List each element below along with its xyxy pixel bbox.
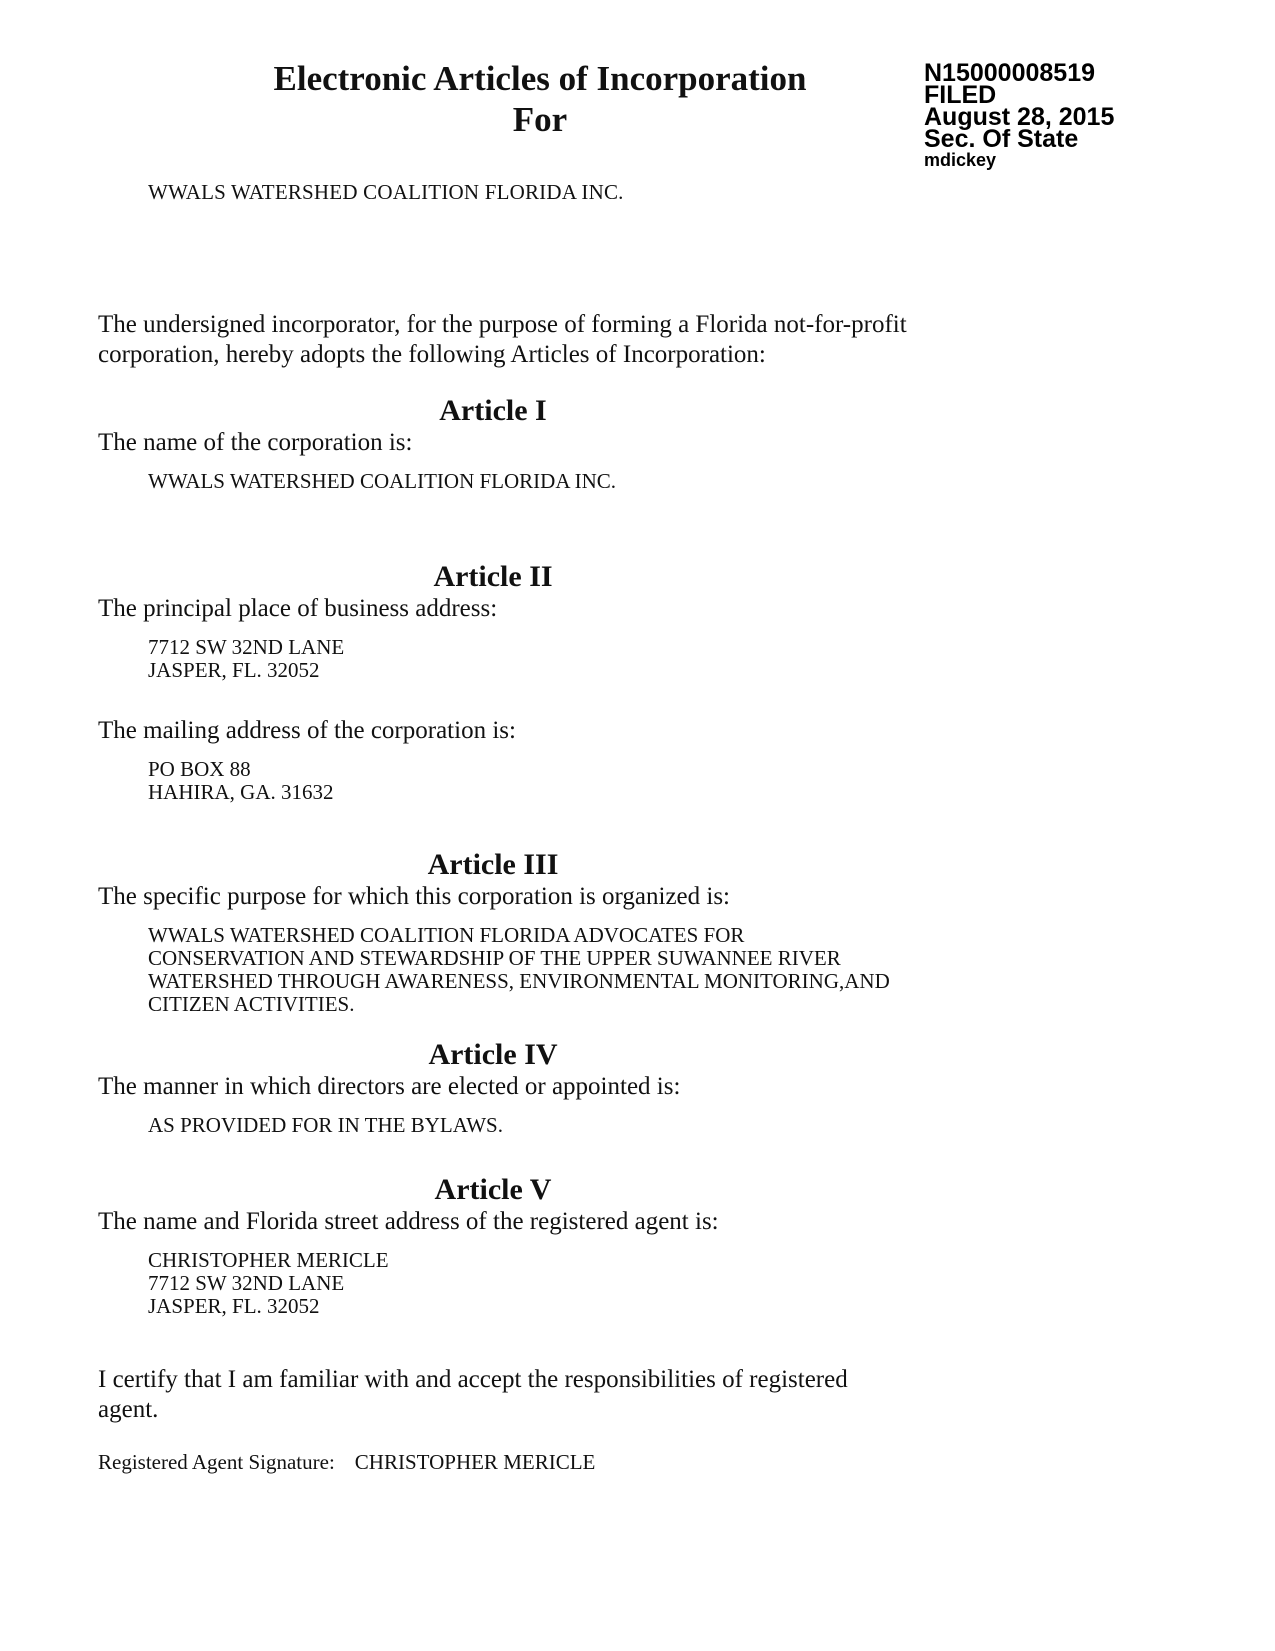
article-1-value: WWALS WATERSHED COALITION FLORIDA INC. bbox=[148, 469, 617, 493]
article-4 bbox=[98, 1038, 1198, 1137]
filed-status: FILED bbox=[924, 81, 997, 109]
filing-stamp bbox=[924, 59, 1115, 170]
purpose-line-3: WATERSHED THROUGH AWARENESS, ENVIRONMENTAL MONITORING,AND bbox=[148, 969, 890, 993]
agent-name: CHRISTOPHER MERICLE bbox=[148, 1248, 389, 1272]
purpose-line-4: CITIZEN ACTIVITIES. bbox=[148, 992, 355, 1016]
article-5-label: The name and Florida street address of the registered agent is: bbox=[98, 1208, 719, 1235]
article-3-heading: Article III bbox=[427, 848, 559, 881]
agent-address-line-1: 7712 SW 32ND LANE bbox=[148, 1271, 345, 1295]
corporation-name-header: WWALS WATERSHED COALITION FLORIDA INC. bbox=[148, 180, 624, 204]
filed-date: August 28, 2015 bbox=[924, 103, 1115, 131]
principal-address-label: The principal place of business address: bbox=[98, 595, 498, 622]
signature-name: CHRISTOPHER MERICLE bbox=[354, 1450, 596, 1474]
purpose-line-2: CONSERVATION AND STEWARDSHIP OF THE UPPER SUWANNEE RIVER bbox=[148, 946, 841, 970]
mailing-address-label: The mailing address of the corporation is: bbox=[98, 717, 516, 744]
agent-signature-line bbox=[98, 1450, 595, 1475]
filing-clerk: mdickey bbox=[924, 150, 997, 170]
principal-address-line-1: 7712 SW 32ND LANE bbox=[148, 635, 345, 659]
document-title bbox=[230, 58, 850, 140]
article-5 bbox=[98, 1173, 1198, 1318]
article-1-label: The name of the corporation is: bbox=[98, 429, 413, 456]
filing-office: Sec. Of State bbox=[924, 125, 1079, 153]
article-4-label: The manner in which directors are elected or appointed is: bbox=[98, 1073, 681, 1100]
document-number: N15000008519 bbox=[924, 59, 1095, 87]
signature-label: Registered Agent Signature: bbox=[98, 1450, 335, 1474]
title-line-1: Electronic Articles of Incorporation bbox=[273, 59, 807, 98]
article-2-heading: Article II bbox=[433, 560, 553, 593]
title-line-2: For bbox=[512, 100, 568, 139]
article-5-heading: Article V bbox=[434, 1173, 552, 1206]
agent-address-line-2: JASPER, FL. 32052 bbox=[148, 1294, 320, 1318]
principal-address-line-2: JASPER, FL. 32052 bbox=[148, 658, 320, 682]
article-3-label: The specific purpose for which this corporation is organized is: bbox=[98, 883, 731, 910]
intro-paragraph: The undersigned incorporator, for the purpose of forming a Florida not-for-profit corporation, hereby adopts the following Articles of Incorporation: bbox=[98, 311, 907, 368]
article-3 bbox=[98, 848, 1198, 1016]
agent-certification: I certify that I am familiar with and accept the responsibilities of registered agent. bbox=[98, 1366, 848, 1423]
article-4-value: AS PROVIDED FOR IN THE BYLAWS. bbox=[148, 1113, 503, 1137]
article-4-heading: Article IV bbox=[428, 1038, 558, 1071]
mailing-address-line-1: PO BOX 88 bbox=[148, 757, 251, 781]
article-1 bbox=[98, 394, 1198, 493]
purpose-line-1: WWALS WATERSHED COALITION FLORIDA ADVOCATES FOR bbox=[148, 923, 745, 947]
article-2 bbox=[98, 560, 1198, 804]
article-1-heading: Article I bbox=[439, 394, 547, 427]
mailing-address-line-2: HAHIRA, GA. 31632 bbox=[148, 780, 334, 804]
